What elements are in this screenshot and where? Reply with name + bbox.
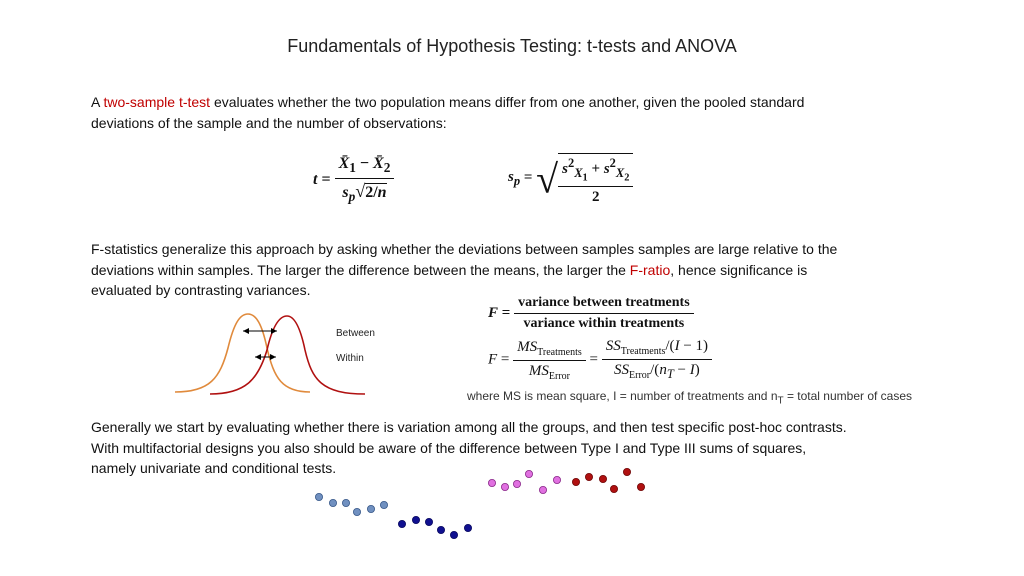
between-arrow-head-left	[243, 328, 249, 334]
dot-pink	[488, 479, 495, 486]
slide-title: Fundamentals of Hypothesis Testing: t-tests and ANOVA	[287, 36, 737, 56]
post-hoc-line1: Generally we start by evaluating whether there is variation among all the groups, and then test specific post-hoc contrasts.	[91, 419, 847, 435]
f-statistics-paragraph	[91, 239, 951, 301]
dot-darkred	[572, 478, 579, 485]
orange-distribution-curve	[175, 314, 310, 392]
intro-line1-rest: evaluates whether the two population means differ from one another, given the pooled standard	[210, 94, 805, 110]
f-para-line2-post: , hence significance is	[670, 261, 808, 278]
dot-navy	[412, 516, 419, 523]
dot-lightblue	[380, 501, 387, 508]
two-sample-t-test-term: two-sample t-test	[103, 94, 211, 110]
dot-navy	[425, 518, 432, 525]
dot-darkred	[585, 473, 592, 480]
dot-navy	[464, 524, 471, 531]
post-hoc-line2: With multifactorial designs you also should be aware of the difference between Type I and Type III sums of squares,	[91, 439, 807, 456]
pooled-sd-formula: $s_p$ = √ $\frac{s^2_{X_1} + s^2_{X_2}}{2}$	[508, 153, 633, 206]
dot-lightblue	[315, 493, 322, 500]
f-ratio-term: F-ratio	[629, 261, 671, 278]
f-para-line2-pre: deviations within samples. The larger the difference between the means, the larger the	[91, 261, 630, 278]
intro-line2: deviations of the sample and the number of observations:	[91, 114, 447, 131]
dot-darkred	[610, 485, 617, 492]
dot-navy	[398, 520, 405, 527]
dot-darkred	[599, 475, 606, 482]
within-arrow-head-left	[255, 354, 261, 360]
f-numerator: variance between treatments	[514, 295, 694, 314]
dot-darkred	[623, 468, 630, 475]
dot-pink	[553, 476, 560, 483]
dot-lightblue	[329, 499, 336, 506]
within-label: Within	[336, 353, 364, 364]
dot-pink	[539, 486, 546, 493]
dot-navy	[450, 531, 457, 538]
formula-note-end: = total number of cases	[783, 389, 913, 403]
f-ratio-word-formula: F = $\frac{\text{variance between treatments}}{\text{variance within treatments}}$	[488, 295, 694, 332]
f-para-line3: evaluated by contrasting variances.	[91, 282, 311, 298]
f-ratio-ms-formula: F = $\frac{MS_{Treatments}}{MS_{Error}}$ = $\frac{SS_{Treatments}/(I - 1)}{SS_{Error}/(n_T - I)}$	[488, 338, 712, 382]
dot-navy	[437, 526, 444, 533]
formula-note-sub: T	[777, 395, 784, 407]
within-arrow-head-right	[270, 354, 276, 360]
formula-note	[467, 389, 912, 406]
dot-darkred	[637, 483, 644, 490]
post-hoc-line3: namely univariate and conditional tests.	[91, 460, 337, 476]
formula-note-text: where MS is mean square, I = number of treatments and n	[467, 389, 778, 403]
t-statistic-formula: t = $\frac{X̄_1 - X̄_2}{s_p√2/n}$	[313, 155, 394, 205]
f-para-line1: F-statistics generalize this approach by asking whether the deviations between samples samples are large relative to the	[91, 241, 838, 257]
intro-prefix: A	[91, 94, 104, 110]
dot-groups-illustration	[310, 466, 650, 546]
intro-paragraph	[91, 92, 951, 133]
dot-pink	[501, 483, 508, 490]
dot-lightblue	[367, 505, 374, 512]
dot-pink	[513, 480, 520, 487]
dot-pink	[525, 470, 532, 477]
dot-lightblue	[353, 508, 360, 515]
dot-lightblue	[342, 499, 349, 506]
between-label: Between	[336, 328, 375, 339]
f-denominator: variance within treatments	[523, 316, 685, 331]
